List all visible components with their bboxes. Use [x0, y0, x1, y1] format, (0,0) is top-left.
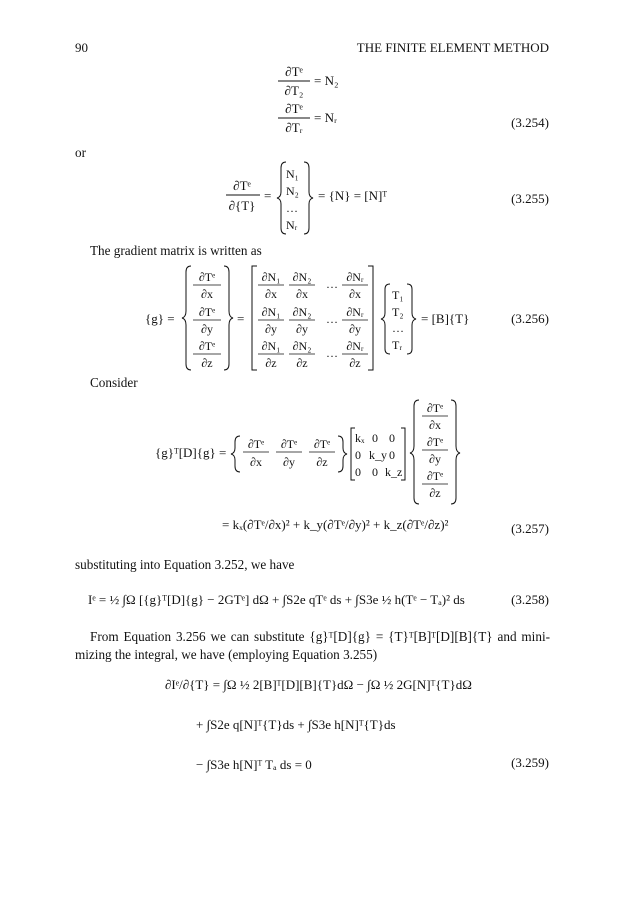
eq257-k-r3c3: k_z — [385, 465, 403, 479]
eq255-vec-0: N₁ — [286, 167, 299, 181]
equation-3-255 — [220, 160, 420, 236]
eq256-m-num-r2c3: ∂Nᵣ — [346, 305, 364, 319]
eq256-m-den-r3c3: ∂z — [349, 356, 361, 370]
eq256-m-den-r2c2: ∂y — [296, 322, 308, 336]
eq256-rhs: = [B]{T} — [421, 311, 470, 326]
eq259-line3: − ∫S3e h[N]ᵀ Tₐ ds = 0 — [196, 757, 312, 772]
eq257-col-num-0: ∂Tᵉ — [426, 401, 444, 415]
eq254-l1-num: ∂Tᵉ — [285, 64, 303, 79]
eq254-l1-rhs: = N₂ — [314, 73, 339, 88]
eq256-m-den-r2c1: ∂y — [265, 322, 277, 336]
eq255-lhs-num: ∂Tᵉ — [233, 178, 251, 193]
eq256-g-num-0: ∂Tᵉ — [198, 270, 216, 284]
eq254-l2-den: ∂Tᵣ — [285, 120, 303, 135]
text-from-line2: mizing the integral, we have (employing Equation 3.255) — [75, 647, 378, 662]
eq257-k-r3c1: 0 — [355, 465, 361, 479]
eq257-k-r1c1: kₓ — [355, 431, 365, 445]
eq257-col-den-1: ∂y — [429, 452, 441, 466]
eq256-m-num-r2c1: ∂N₁ — [261, 305, 281, 319]
text-consider: Consider — [90, 375, 138, 390]
text-from-line1: From Equation 3.256 we can substitute {g}ᵀ[D]{g} = {T}ᵀ[B]ᵀ[D][B]{T} and mini- — [90, 629, 550, 644]
eq256-g-num-1: ∂Tᵉ — [198, 305, 216, 319]
equation-3-256 — [145, 262, 490, 374]
svg-text:…: … — [326, 277, 338, 291]
equation-3-257-product — [155, 398, 465, 506]
svg-text:=: = — [264, 188, 272, 203]
eq257-row-den-2: ∂z — [316, 455, 328, 469]
eq257-row-num-1: ∂Tᵉ — [280, 437, 298, 451]
eq256-m-num-r1c2: ∂N₂ — [292, 270, 312, 284]
svg-text:=: = — [237, 311, 245, 326]
eq256-lhs: {g} = — [145, 311, 175, 326]
eq257-k-r2c1: 0 — [355, 448, 361, 462]
eq256-m-num-r2c2: ∂N₂ — [292, 305, 312, 319]
eq-number-3-256: (3.256) — [511, 311, 549, 326]
eq257-k-r3c2: 0 — [372, 465, 378, 479]
eq257-col-num-1: ∂Tᵉ — [426, 435, 444, 449]
eq256-vec-1: T₂ — [392, 305, 404, 319]
eq256-m-den-r3c1: ∂z — [265, 356, 277, 370]
eq256-vec-3: Tᵣ — [392, 338, 403, 352]
eq257-k-r2c3: 0 — [389, 448, 395, 462]
eq259-line2: + ∫S2e q[N]ᵀ{T}ds + ∫S3e h[N]ᵀ{T}ds — [196, 717, 396, 732]
eq257-row-den-1: ∂y — [283, 455, 295, 469]
eq-number-3-259: (3.259) — [511, 755, 549, 770]
eq257-col-num-2: ∂Tᵉ — [426, 469, 444, 483]
eq256-m-num-r3c3: ∂Nᵣ — [346, 339, 364, 353]
svg-text:…: … — [326, 346, 338, 360]
page-number: 90 — [75, 40, 88, 55]
eq257-row-num-0: ∂Tᵉ — [247, 437, 265, 451]
eq256-vec-2: … — [392, 321, 404, 335]
eq-number-3-254: (3.254) — [511, 115, 549, 130]
eq254-l2-rhs: = Nᵣ — [314, 110, 337, 125]
eq256-g-den-0: ∂x — [201, 287, 213, 301]
eq256-vec-0: T₁ — [392, 288, 404, 302]
eq256-g-num-2: ∂Tᵉ — [198, 339, 216, 353]
eq255-vec-2: … — [286, 201, 298, 215]
eq256-g-den-2: ∂z — [201, 356, 213, 370]
text-gradient-intro: The gradient matrix is written as — [90, 243, 262, 258]
eq256-m-num-r1c3: ∂Nᵣ — [346, 270, 364, 284]
eq255-lhs-den: ∂{T} — [228, 198, 256, 213]
eq257-row-den-0: ∂x — [250, 455, 262, 469]
eq256-m-num-r3c2: ∂N₂ — [292, 339, 312, 353]
equation-3-254 — [270, 62, 380, 140]
eq256-m-den-r1c3: ∂x — [349, 287, 361, 301]
eq-number-3-255: (3.255) — [511, 191, 549, 206]
eq257-k-r2c2: k_y — [369, 448, 387, 462]
eq-number-3-258: (3.258) — [511, 592, 549, 607]
text-substituting: substituting into Equation 3.252, we have — [75, 557, 295, 572]
eq256-m-den-r1c1: ∂x — [265, 287, 277, 301]
eq257-lhs: {g}ᵀ[D]{g} = — [155, 445, 227, 460]
running-title: THE FINITE ELEMENT METHOD — [356, 40, 549, 55]
eq256-m-den-r3c2: ∂z — [296, 356, 308, 370]
eq256-m-den-r1c2: ∂x — [296, 287, 308, 301]
eq255-vec-3: Nᵣ — [286, 218, 298, 232]
eq257-result: = kₓ(∂Tᵉ/∂x)² + k_y(∂Tᵉ/∂y)² + k_z(∂Tᵉ/∂z)² — [222, 517, 449, 532]
svg-text:…: … — [326, 312, 338, 326]
eq256-m-num-r1c1: ∂N₁ — [261, 270, 281, 284]
eq257-row-num-2: ∂Tᵉ — [313, 437, 331, 451]
text-or: or — [75, 145, 86, 160]
eq257-col-den-0: ∂x — [429, 418, 441, 432]
eq259-line1: ∂Iᵉ/∂{T} = ∫Ω ½ 2[B]ᵀ[D][B]{T}dΩ − ∫Ω ½ 2G[N]ᵀ{T}dΩ — [165, 677, 472, 692]
eq255-rhs: = {N} = [N]ᵀ — [318, 188, 388, 203]
eq-number-3-257: (3.257) — [511, 521, 549, 536]
eq257-k-r1c2: 0 — [372, 431, 378, 445]
eq254-l2-num: ∂Tᵉ — [285, 101, 303, 116]
eq256-m-den-r2c3: ∂y — [349, 322, 361, 336]
eq254-l1-den: ∂T₂ — [284, 83, 304, 98]
eq258-expression: Iᵉ = ½ ∫Ω [{g}ᵀ[D]{g} − 2GTᵉ] dΩ + ∫S2e qTᵉ ds + ∫S3e ½ h(Tᵉ − Tₐ)² ds — [88, 592, 465, 607]
eq256-m-num-r3c1: ∂N₁ — [261, 339, 281, 353]
eq255-vec-1: N₂ — [286, 184, 299, 198]
eq257-k-r1c3: 0 — [389, 431, 395, 445]
eq257-col-den-2: ∂z — [429, 486, 441, 500]
eq256-g-den-1: ∂y — [201, 322, 213, 336]
